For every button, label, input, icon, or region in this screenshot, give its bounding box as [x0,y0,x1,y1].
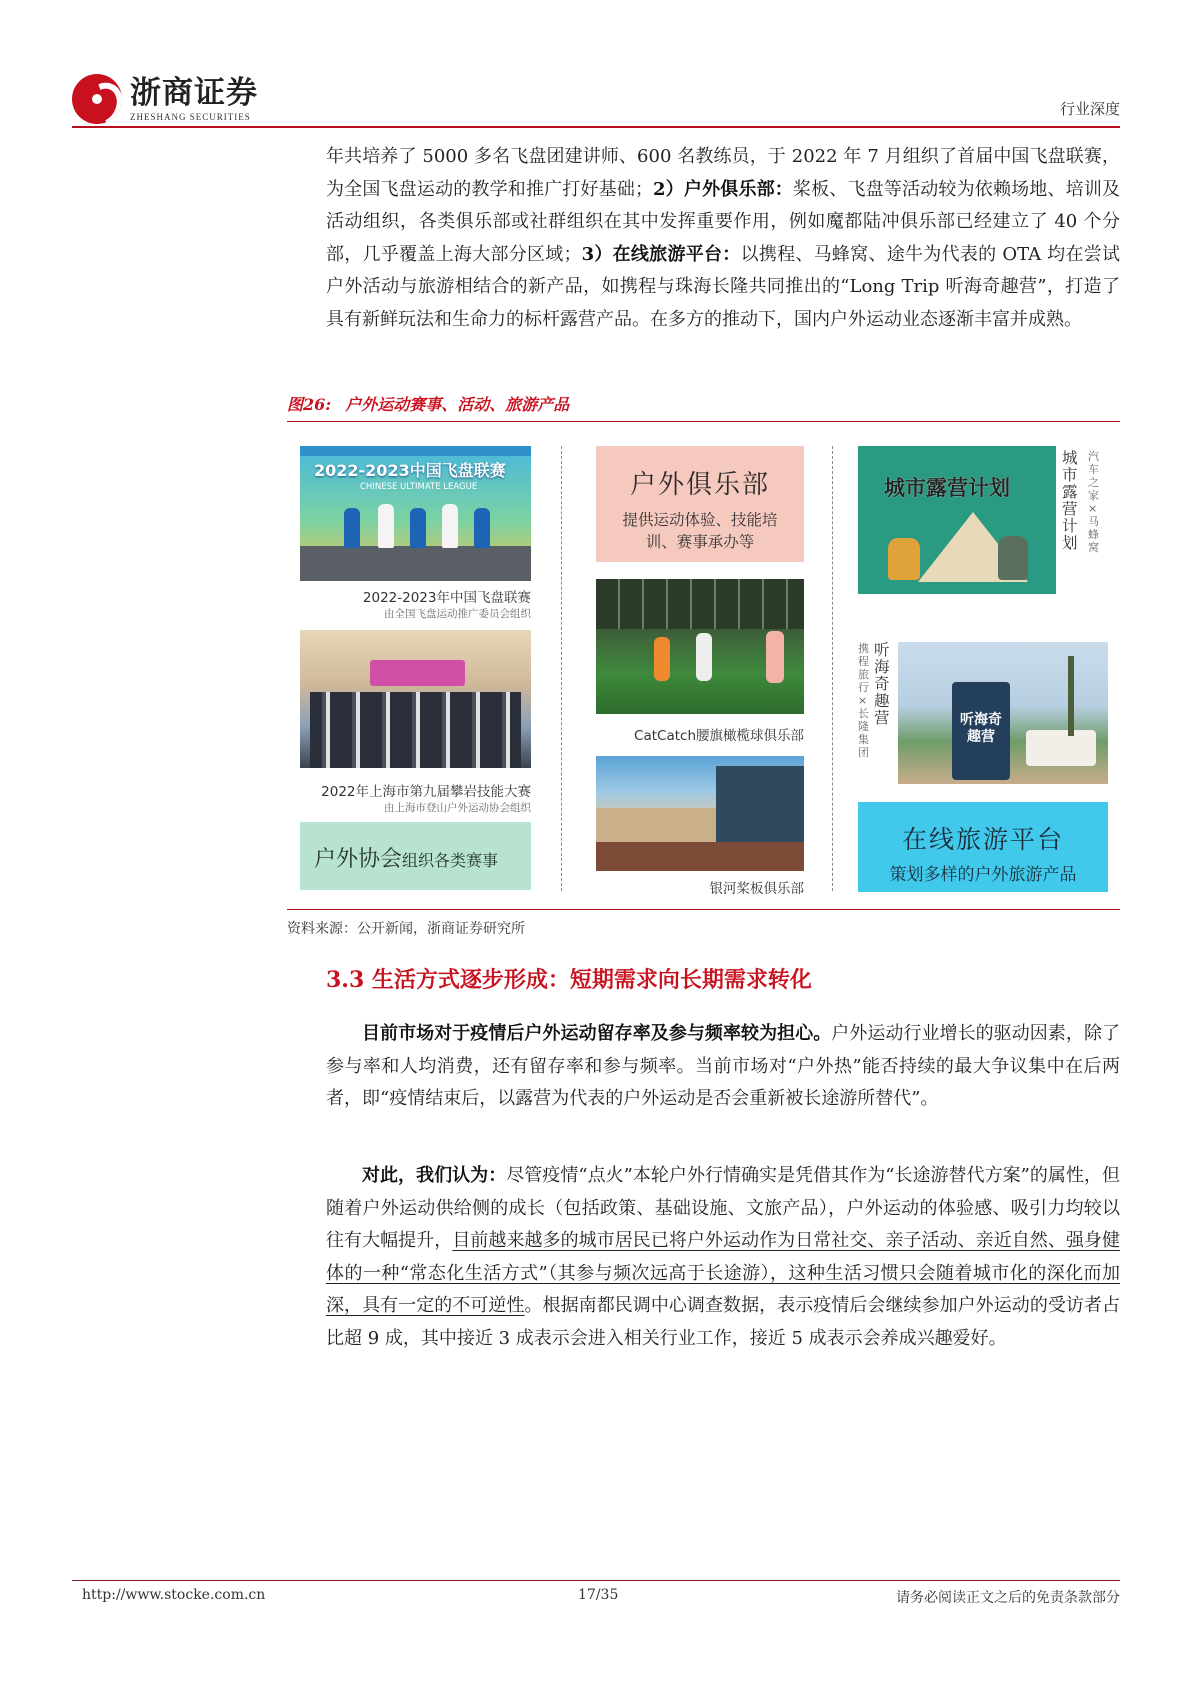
figure-top-rule [287,421,1120,422]
figure-bottom-rule [287,909,1120,910]
association-title: 户外协会 [314,847,403,872]
footer-url[interactable]: http://www.stocke.com.cn [82,1587,266,1603]
paragraph-1 [326,1018,1120,1116]
figure-source: 资料来源：公开新闻，浙商证券研究所 [287,921,525,937]
camp-partner: 携程旅行×长隆集团 [858,642,869,759]
para2-text-2: 。根据南都民调中心调查数据，表示疫情后会继续参加户外运动的受访者占比超 9 成，其中接近 3 成表示会进入相关行业工作，接近 5 成表示会养成兴趣爱好。 [326,1295,1121,1349]
footer-rule [72,1580,1120,1581]
climbing-contest-caption: 2022年上海市第九届攀岩技能大赛 [321,784,531,800]
frisbee-league-photo [300,446,531,581]
outdoor-club-box [596,446,804,562]
page-number: 17/35 [578,1587,619,1603]
brand-name-cn: 浙商证券 [130,75,258,111]
online-travel-text: 策划多样的户外旅游产品 [889,865,1077,885]
para1-text: 户外运动行业增长的驱动因素，除了参与率和人均消费，还有留存率和参与频率。当前市场对“户外热”能否持续的最大争议集中在后两者，即“疫情结束后，以露营为代表的户外运动是否会重新被长途游所替代”。 [326,1023,1120,1109]
climbing-contest-organizer: 由上海市登山户外运动协会组织 [384,802,531,814]
outdoor-club-text: 提供运动体验、技能培训、赛事承办等 [622,511,778,551]
frisbee-banner-sub: CHINESE ULTIMATE LEAGUE [360,482,478,492]
intro-bold-2: 3）在线旅游平台： [581,243,741,265]
intro-text-2: 桨板、飞盘等活动较为依赖场地、培训及活动组织，各类俱乐部或社群组织在其中发挥重要作用，例如魔都陆冲俱乐部已经建立了 40 个分部，几乎覆盖上海大部分区域； [326,178,1121,265]
paddleboard-club-photo [596,756,804,871]
intro-paragraph [326,141,1120,336]
figure-divider-2 [832,446,833,891]
camp-photo [898,642,1108,784]
intro-bold-1: 2）户外俱乐部： [653,178,793,200]
para1-lead: 目前市场对于疫情后户外运动留存率及参与频率较为担心。 [362,1023,832,1044]
paragraph-2 [326,1160,1120,1355]
brand-name-en: ZHESHANG SECURITIES [130,112,251,122]
logo-icon [72,74,122,124]
brand-logo [72,74,258,124]
para2-text-1: 尽管疫情“点火”本轮户外行情确实是凭借其作为“长途游替代方案”的属性，但随着户外运动供给侧的成长（包括政策、基础设施、文旅产品），户外运动的体验感、吸引力均较以往有大幅提升， [326,1165,1121,1251]
city-camping-poster [858,446,1056,594]
section-title: 3.3 生活方式逐步形成：短期需求向长期需求转化 [326,967,812,993]
figure-label: 图26: [287,395,332,414]
footer-disclaimer: 请务必阅读正文之后的免责条款部分 [896,1590,1120,1606]
online-travel-box [858,802,1108,892]
outdoor-association-box [300,822,531,890]
intro-text-3: 以携程、马蜂窝、途牛为代表的 OTA 均在尝试户外活动与旅游相结合的新产品，如携程与珠海长隆共同推出的“Long Trip 听海奇趣营”，打造了具有新鲜玩法和生命力的标杆露营产品。在多方的推动下，国内户外运动业态逐渐丰富并成熟。 [326,243,1120,330]
poster-vertical-title: 城市露营计划 [1062,449,1078,552]
camp-vertical-title: 听海奇趣营 [874,641,890,727]
flag-football-photo [596,579,804,714]
climbing-contest-photo [300,630,531,768]
para2-underlined: 目前越来越多的城市居民已将户外运动作为日常社交、亲子活动、亲近自然、强身健体的一种“常态化生活方式”（其参与频次远高于长途游），这种生活习惯只会随着城市化的深化而加深，具有一定的不可逆性 [326,1230,1120,1316]
online-travel-title: 在线旅游平台 [901,825,1064,854]
figure-title-text: 户外运动赛事、活动、旅游产品 [345,395,570,414]
paddleboard-club-caption: 银河桨板俱乐部 [709,881,804,897]
flag-football-caption: CatCatch腰旗橄榄球俱乐部 [634,728,804,744]
poster-title: 城市露营计划 [884,472,1010,502]
frisbee-league-organizer: 由全国飞盘运动推广委员会组织 [384,608,531,620]
intro-text-1: 年共培养了 5000 多名飞盘团建讲师、600 名教练员，于 2022 年 7 月组织了首届中国飞盘联赛，为全国飞盘运动的教学和推广打好基础； [326,146,1120,200]
frisbee-banner-text: 2022-2023中国飞盘联赛 [314,461,506,480]
camp-sign: 听海奇趣营 [960,712,1002,745]
frisbee-league-caption: 2022-2023年中国飞盘联赛 [362,590,531,606]
para2-lead: 对此，我们认为： [362,1165,507,1186]
association-text: 组织各类赛事 [402,851,499,870]
poster-partner: 汽车之家×马蜂窝 [1088,450,1099,554]
figure-divider-1 [561,446,562,891]
outdoor-club-title: 户外俱乐部 [629,470,770,500]
report-category: 行业深度 [1059,100,1120,118]
header-rule [72,126,1120,128]
figure-title [287,392,569,415]
